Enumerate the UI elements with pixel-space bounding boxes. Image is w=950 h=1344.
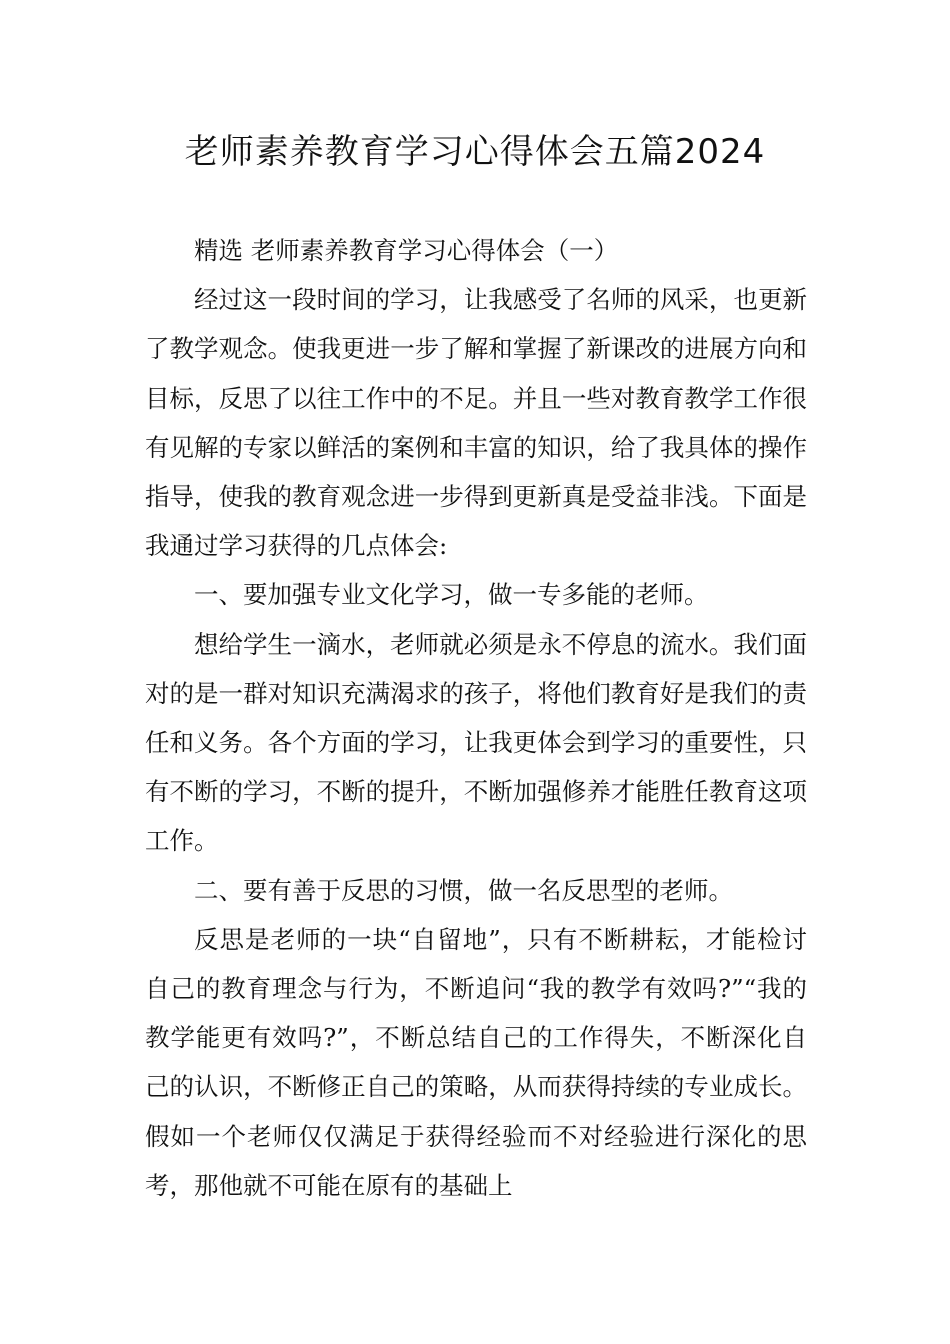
body-paragraph: 经过这一段时间的学习，让我感受了名师的风采，也更新了教学观念。使我更进一步了解和掌握了新课改的进展方向和目标，反思了以往工作中的不足。并且一些对教育教学工作很有见解的专家以鲜活的案例和丰富的知识，给了我具体的操作指导，使我的教育观念进一步得到更新真是受益非浅。下面是我通过学习获得的几点体会: — [145, 285, 807, 561]
point-heading: 二、要有善于反思的习惯，做一名反思型的老师。 — [194, 875, 733, 905]
document-title: 老师素养教育学习心得体会五篇2024 — [184, 132, 766, 172]
body-paragraph: 反思是老师的一块“自留地”，只有不断耕耘，才能检讨自己的教育理念与行为，不断追问“我的教学有效吗?”“我的教学能更有效吗?”，不断总结自己的工作得失，不断深化自己的认识，不断修正自己的策略，从而获得持续的专业成长。假如一个老师仅仅满足于获得经验而不对经验进行深化的思考，那他就不可能在原有的基础上 — [145, 924, 807, 1200]
body-paragraph: 想给学生一滴水，老师就必须是永不停息的流水。我们面对的是一群对知识充满渴求的孩子，将他们教育好是我们的责任和义务。各个方面的学习，让我更体会到学习的重要性，只有不断的学习，不断的提升，不断加强修养才能胜任教育这项工作。 — [145, 629, 807, 856]
point-heading: 一、要加强专业文化学习，做一专多能的老师。 — [194, 580, 709, 610]
section-heading: 精选 老师素养教育学习心得体会（一） — [194, 236, 619, 265]
document-body — [145, 226, 807, 1210]
